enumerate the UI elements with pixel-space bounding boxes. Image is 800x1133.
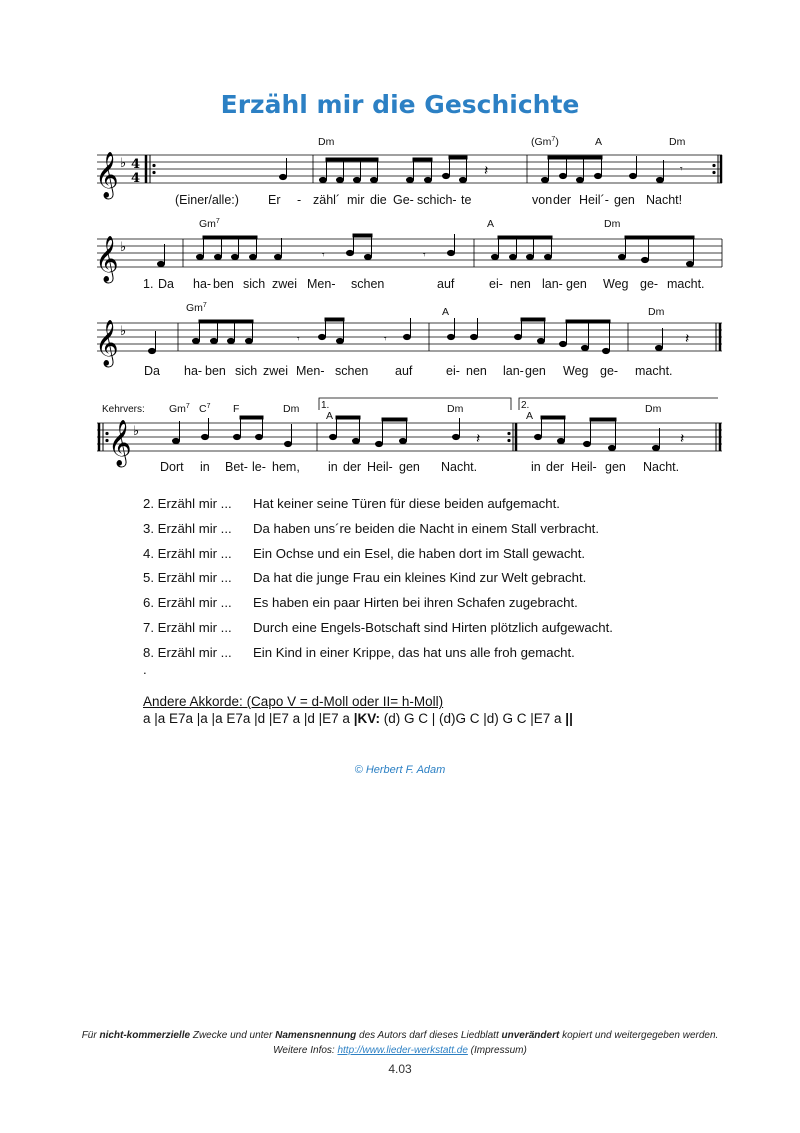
svg-text:der: der [553,193,572,207]
rest: 𝄽 [685,331,690,347]
svg-text:auf: auf [395,364,413,378]
svg-text:zähl´: zähl´ [313,193,341,207]
svg-text:in: in [328,460,338,474]
page-title: Erzähl mir die Geschichte [220,90,580,119]
key-flat: ♭ [133,424,140,439]
svg-text:ei-: ei- [446,364,460,378]
chord-symbol: Dm [318,136,335,148]
svg-text:ben: ben [213,277,234,291]
svg-text:Men-: Men- [296,364,325,378]
svg-text:Nacht!: Nacht! [646,193,683,207]
website-link[interactable]: http://www.lieder-werkstatt.de [337,1045,468,1056]
svg-text:in: in [531,460,541,474]
volta-1: 1. [321,400,330,411]
rest: 𝄽 [476,431,481,447]
svg-text:Men-: Men- [307,277,336,291]
copyright: © Herbert F. Adam [354,764,446,776]
staff-lines [97,423,722,451]
svg-text:ben: ben [205,364,226,378]
svg-text:te: te [461,193,472,207]
verse-item: 6. Erzähl mir ... Es haben ein paar Hirten bei ihren Schafen zugebracht. [143,595,578,611]
key-flat: ♭ [120,156,127,171]
rest: 𝄽 [484,163,489,179]
svg-text:schich-: schich- [417,193,457,207]
svg-text:der: der [343,460,362,474]
chord-symbol: A [326,410,334,422]
chord-symbol: (Gm$^7$) [531,136,559,148]
svg-text:von: von [532,193,553,207]
treble-clef: 𝄞 [95,152,119,198]
staff-line-2 [0,214,800,299]
info-line: Weitere Infos: http://www.lieder-werkstatt.de (Impressum) [273,1045,527,1056]
alternative-chords [143,694,573,726]
svg-text:4: 4 [131,171,141,186]
license-text: Für nicht-kommerzielle Zwecke und unter Namensnennung des Autors darf dieses Liedblatt unverändert kopiert und weitergegeben werden. [81,1030,719,1041]
staff-lines [97,239,722,267]
svg-text:macht.: macht. [635,364,673,378]
svg-text:(Einer/alle:): (Einer/alle:) [175,193,239,207]
svg-text:gen: gen [566,277,587,291]
chord-symbol: A [595,136,603,148]
rest: 𝄾 [322,250,325,261]
chord-symbol: Gm$^7$ [199,218,220,230]
key-flat: ♭ [120,324,127,339]
verse-item: 2. Erzähl mir ... Hat keiner seine Türen für diese beiden aufgemacht. [143,496,560,511]
rest: 𝄽 [680,431,685,447]
refrain-label: Kehrvers: [102,404,145,415]
svg-text:Er: Er [268,193,281,207]
svg-text:in: in [200,460,210,474]
volta-2: 2. [521,400,530,411]
chord-symbol: Gm$^7$ [169,403,190,415]
svg-text:der: der [546,460,565,474]
chord-symbol: Dm [604,218,621,230]
chord-symbol: $C^7$ [199,403,211,415]
svg-text:ha-: ha- [184,364,203,378]
svg-text:Weg: Weg [603,277,629,291]
staff-line-4 [0,388,800,483]
svg-text:sich: sich [235,364,258,378]
lyrics-line-2 [143,277,705,291]
svg-text:Bet-: Bet- [225,460,248,474]
svg-text:ei-: ei- [489,277,503,291]
svg-text:ge-: ge- [640,277,659,291]
staff-line-3 [0,298,800,383]
treble-clef: 𝄞 [95,320,119,366]
trailing-dot: . [143,661,147,677]
svg-text:sich: sich [243,277,266,291]
svg-text:macht.: macht. [667,277,705,291]
svg-text:Heil´-: Heil´- [579,193,609,207]
svg-text:Nacht.: Nacht. [441,460,478,474]
svg-text:Dort: Dort [160,460,184,474]
svg-text:Weg: Weg [563,364,589,378]
chord-symbol: A [487,218,495,230]
verse-item: 5. Erzähl mir ... Da hat die junge Frau ein kleines Kind zur Welt gebracht. [143,570,587,586]
svg-text:gen: gen [605,460,626,474]
svg-text:zwei: zwei [272,277,298,291]
chord-symbol: Dm [283,403,300,415]
svg-text:die: die [370,193,387,207]
svg-text:Heil-: Heil- [367,460,393,474]
alt-chords-line: a |a E7a |a |a E7a |d |E7 a |d |E7 a |KV: (d) G C | (d)G C |d) G C |E7 a || [143,711,573,726]
alt-chords-heading: Andere Akkorde: (Capo V = d-Moll oder II= h-Moll) [143,694,444,709]
svg-text:ha-: ha- [193,277,212,291]
svg-text:schen: schen [351,277,385,291]
lyrics-line-1 [175,193,682,207]
chord-symbol: Dm [645,403,662,415]
chord-symbol: F [233,403,240,415]
key-flat: ♭ [120,240,127,255]
svg-text:mir: mir [347,193,365,207]
svg-text:hem,: hem, [272,460,300,474]
svg-text:gen: gen [525,364,546,378]
chord-symbol: A [442,306,450,318]
svg-text:gen: gen [399,460,420,474]
chord-symbol: Dm [447,403,464,415]
svg-text:lan-: lan- [542,277,563,291]
rest: 𝄾 [384,334,387,345]
svg-text:le-: le- [252,460,266,474]
svg-text:gen: gen [614,193,635,207]
rest: 𝄾 [680,164,683,175]
page-number: 4.03 [388,1062,412,1076]
svg-text:-: - [297,193,302,207]
lyrics-line-4 [160,460,679,474]
chord-symbol: Dm [669,136,686,148]
treble-clef: 𝄞 [95,236,119,282]
notes [173,416,660,451]
time-signature: 4 [131,157,141,172]
svg-text:Heil-: Heil- [571,460,597,474]
verse-item: 7. Erzähl mir ... Durch eine Engels-Botschaft sind Hirten plötzlich aufgewacht. [143,619,613,635]
treble-clef: 𝄞 [108,420,132,466]
staff-line-1 [0,130,800,215]
svg-text:auf: auf [437,277,455,291]
lyrics-line-3 [144,364,673,378]
svg-text:nen: nen [510,277,531,291]
svg-text:lan-: lan- [503,364,524,378]
svg-text:ge-: ge- [600,364,619,378]
chord-symbol: Gm$^7$ [186,302,207,314]
svg-text:zwei: zwei [263,364,289,378]
chord-symbol: A [526,410,534,422]
verse-item: 3. Erzähl mir ... Da haben uns´re beiden die Nacht in einem Stall verbracht. [143,520,600,536]
chord-symbol: Dm [648,306,665,318]
svg-text:Da: Da [144,364,160,378]
verse-item: 8. Erzähl mir ... Ein Kind in einer Krippe, das hat uns alle froh gemacht. [143,644,575,660]
rest: 𝄾 [297,334,300,345]
rest: 𝄾 [423,250,426,261]
footer-notice [0,1028,800,1058]
verse-item: 4. Erzähl mir ... Ein Ochse und ein Esel, die haben dort im Stall gewacht. [143,545,586,561]
svg-text:schen: schen [335,364,369,378]
svg-text:nen: nen [466,364,487,378]
svg-text:Da: Da [158,277,174,291]
svg-text:1.: 1. [143,277,154,291]
verse-list [143,496,613,677]
svg-text:Nacht.: Nacht. [643,460,680,474]
svg-text:Ge-: Ge- [393,193,414,207]
